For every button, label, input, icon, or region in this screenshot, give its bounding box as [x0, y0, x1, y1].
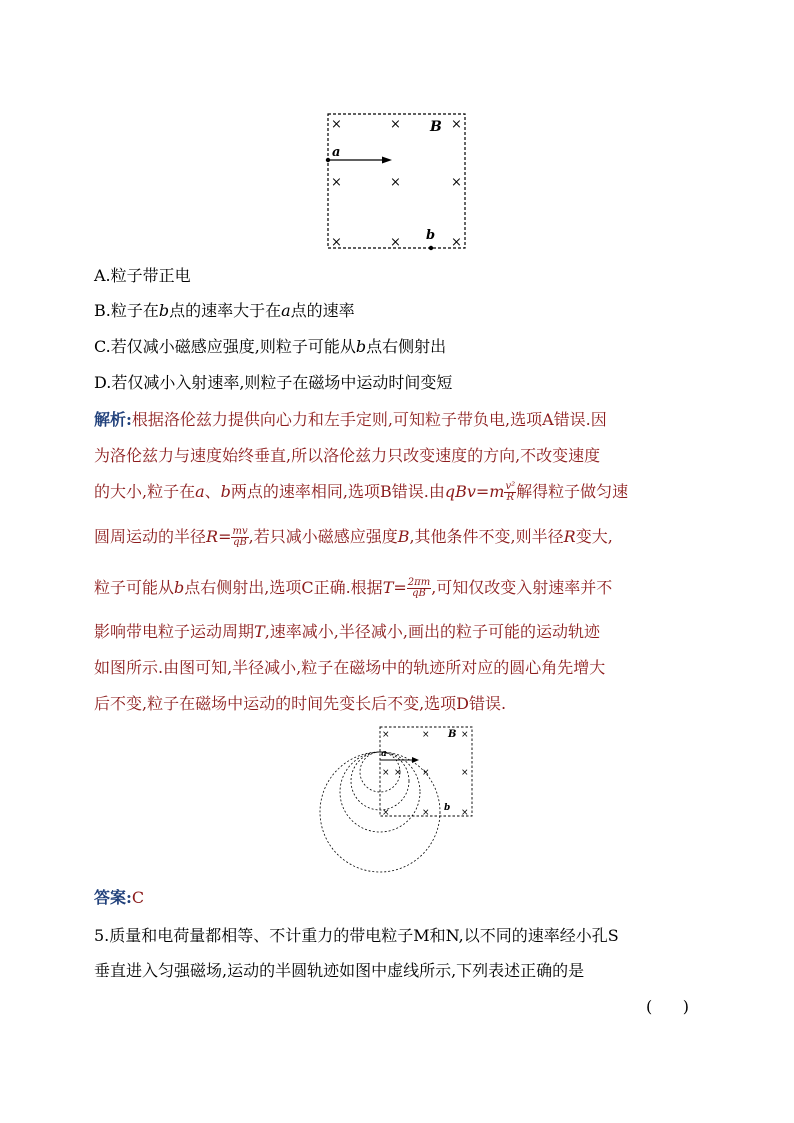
- arrow-head-icon: [412, 757, 419, 763]
- solution-line-7: 如图所示.由图可知,半径减小,粒子在磁场中的轨迹所对应的圆心角先增大: [94, 658, 606, 677]
- solution-var-r: R: [206, 527, 219, 546]
- point-a-label: a: [381, 749, 387, 759]
- solution-text: ,速率减小,半径减小,画出的粒子可能的运动轨迹: [264, 622, 600, 641]
- solution-var-b-field: B: [397, 527, 410, 546]
- cross-mark: ×: [461, 808, 469, 818]
- cross-mark: ×: [390, 235, 401, 250]
- option-c-text-2: 点右侧射出: [366, 337, 447, 356]
- solution-line-1: [94, 410, 607, 430]
- cross-mark: ×: [451, 235, 462, 250]
- field-label-B: B: [448, 729, 457, 740]
- solution-label: 解析:: [94, 410, 132, 429]
- option-b-var-a: a: [281, 301, 291, 320]
- question-5-line-1: 5.质量和电荷量都相等、不计重力的带电粒子M和N,以不同的速率经小孔S: [94, 926, 619, 945]
- fraction-numerator: mv: [232, 526, 248, 537]
- magnetic-field-figure-1: [320, 108, 470, 254]
- field-label-B: B: [430, 119, 442, 135]
- cross-mark: ×: [390, 117, 401, 132]
- option-b-var-b: b: [158, 301, 170, 320]
- cross-mark: ×: [451, 117, 462, 132]
- solution-var-t: T: [382, 578, 394, 597]
- point-b-label: b: [426, 228, 436, 243]
- solution-line-6: [94, 622, 600, 642]
- cross-mark: ×: [422, 808, 430, 818]
- option-b-text-3: 点的速率: [290, 301, 355, 320]
- equation-qbv: qBv: [444, 482, 476, 501]
- solution-var-b: b: [220, 482, 231, 501]
- solution-text: 根据洛伦兹力提供向心力和左手定则,可知粒子带负电,选项A错误.因: [131, 410, 607, 429]
- solution-text: 的大小,粒子在: [94, 482, 196, 501]
- equation-m: m: [489, 482, 505, 501]
- solution-text: 粒子可能从: [94, 578, 175, 597]
- cross-mark: ×: [390, 175, 401, 190]
- solution-text: 两点的速率相同,选项B错误.由: [230, 482, 445, 501]
- fraction-numerator: 2πm: [407, 577, 431, 588]
- solution-line-5: [94, 578, 612, 599]
- solution-line-4: [94, 527, 613, 548]
- fraction-denominator: qB: [233, 537, 247, 548]
- option-d: D.若仅减小入射速率,则粒子在磁场中运动时间变短: [94, 373, 453, 392]
- solution-text: ,若只减小磁感应强度: [248, 527, 398, 546]
- cross-mark: ×: [422, 768, 430, 778]
- solution-var-b: b: [174, 578, 185, 597]
- solution-text: 解得粒子做匀速: [516, 482, 629, 501]
- option-c-var-b: b: [355, 337, 367, 356]
- cross-mark: ×: [451, 175, 462, 190]
- solution-line-3: [94, 482, 628, 503]
- solution-var-a: a: [195, 482, 205, 501]
- solution-var-r: R: [563, 527, 576, 546]
- solution-text: 、: [204, 482, 221, 501]
- fraction-denominator: R: [506, 492, 515, 503]
- fraction-mv-over-qb: [231, 527, 248, 548]
- fraction-denominator: qB: [412, 588, 426, 599]
- point-b-label: b: [444, 803, 451, 813]
- solution-text: ,可知仅改变入射速率并不: [431, 578, 613, 597]
- fraction-v2-over-r: [504, 482, 516, 503]
- answer-line: [94, 888, 144, 908]
- cross-mark: ×: [461, 768, 469, 778]
- cross-mark: ×: [394, 768, 402, 778]
- equation-eq: =: [475, 482, 490, 501]
- cross-mark: ×: [382, 730, 390, 740]
- answer-bracket: ( ): [646, 997, 689, 1016]
- cross-mark: ×: [422, 730, 430, 740]
- option-b-text-2: 点的速率大于在: [169, 301, 282, 320]
- arrow-head-icon: [382, 157, 392, 164]
- solution-text: ,其他条件不变,则半径: [409, 527, 564, 546]
- question-5-line-2: 垂直进入匀强磁场,运动的半圆轨迹如图中虚线所示,下列表述正确的是: [94, 961, 585, 980]
- solution-text: 变大,: [575, 527, 613, 546]
- solution-text: 影响带电粒子运动周期: [94, 622, 255, 641]
- point-b-dot: [429, 246, 433, 250]
- solution-text: 圆周运动的半径: [94, 527, 207, 546]
- point-a-label: a: [332, 145, 341, 160]
- cross-mark: ×: [331, 235, 342, 250]
- option-a: A.粒子带正电: [94, 266, 191, 285]
- answer-label: 答案:: [94, 888, 132, 907]
- cross-mark: ×: [461, 730, 469, 740]
- fraction-2pim-over-qb: [407, 578, 431, 599]
- solution-line-8: 后不变,粒子在磁场中运动的时间先变长后不变,选项D错误.: [94, 694, 507, 713]
- solution-text: 点右侧射出,选项C正确.根据: [184, 578, 383, 597]
- cross-mark: ×: [331, 117, 342, 132]
- cross-mark: ×: [382, 808, 390, 818]
- cross-mark: ×: [331, 175, 342, 190]
- equation-eq: =: [393, 578, 407, 597]
- option-b: [94, 301, 355, 321]
- option-c-text-1: C.若仅减小磁感应强度,则粒子可能从: [94, 337, 356, 356]
- solution-line-2: 为洛伦兹力与速度始终垂直,所以洛伦兹力只改变速度的方向,不改变速度: [94, 446, 601, 465]
- solution-var-t: T: [254, 622, 265, 641]
- answer-value: C: [131, 888, 145, 907]
- fraction-numerator: v²: [505, 481, 516, 492]
- option-b-text-1: B.粒子在: [94, 301, 159, 320]
- cross-mark: ×: [382, 768, 390, 778]
- trajectory-figure-2: [316, 724, 482, 876]
- equation-eq: =: [218, 527, 232, 546]
- option-c: [94, 337, 446, 357]
